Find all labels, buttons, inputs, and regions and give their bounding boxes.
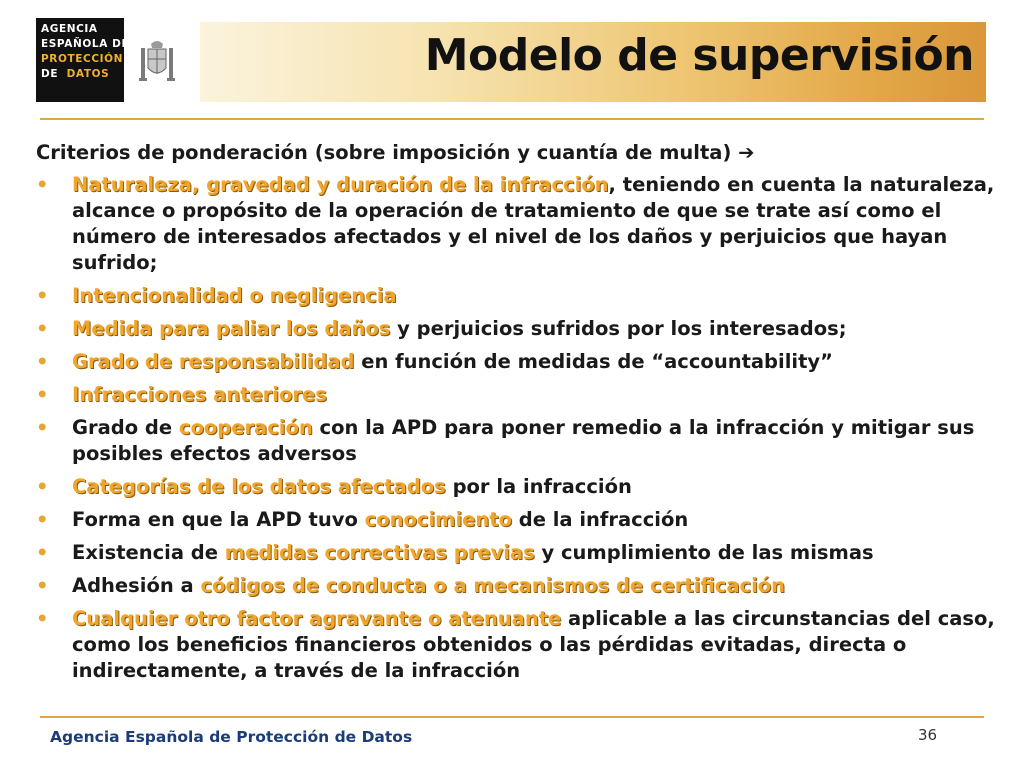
bullet-icon: •: [36, 317, 49, 340]
top-divider: [40, 118, 984, 120]
logo-line-1: AGENCIA: [41, 23, 98, 35]
bullet-icon: •: [36, 574, 49, 597]
criteria-item: [36, 606, 1011, 684]
criteria-item: [36, 507, 1011, 533]
criteria-text: en función de medidas de “accountability”: [354, 350, 833, 373]
intro-text: Criterios de ponderación (sobre imposición y cuantía de multa): [36, 141, 739, 164]
highlighted-term: cooperación: [178, 416, 313, 439]
criteria-text: , teniendo en cuenta la naturaleza, alcance o propósito de la operación de tratamiento de que se trate así como el número de interesados afectados y el nivel de los daños y perjuicios que hayan sufrido;: [72, 173, 995, 274]
bullet-icon: •: [36, 508, 49, 531]
highlighted-term: Infracciones anteriores: [72, 383, 327, 406]
agency-logo: [36, 18, 130, 102]
bullet-icon: •: [36, 350, 49, 373]
logo-word-datos: DATOS: [66, 68, 110, 80]
criteria-text: aplicable a las circunstancias del caso, como los beneficios financieros obtenidos o las pérdidas evitadas, directa o indirectamente, a través de la infracción: [72, 607, 995, 682]
criteria-item: [36, 349, 1011, 375]
bullet-icon: •: [36, 416, 49, 439]
highlighted-term: Cualquier otro factor agravante o atenuante: [72, 607, 562, 630]
bullet-icon: •: [36, 383, 49, 406]
highlighted-term: Categorías de los datos afectados: [72, 475, 446, 498]
criteria-item: [36, 382, 1011, 408]
criteria-item: [36, 573, 1011, 599]
criteria-item: [36, 474, 1011, 500]
page-title: Modelo de supervisión: [424, 30, 974, 81]
highlighted-term: medidas correctivas previas: [224, 541, 535, 564]
coat-of-arms-icon: [137, 38, 177, 86]
page-number: 36: [918, 726, 938, 744]
criteria-item: [36, 316, 1011, 342]
criteria-text: Grado de: [72, 416, 179, 439]
highlighted-term: Grado de responsabilidad: [72, 350, 355, 373]
bullet-icon: •: [36, 607, 49, 630]
footer-organization: Agencia Española de Protección de Datos: [50, 728, 413, 746]
bullet-icon: •: [36, 173, 49, 196]
intro-line: [36, 140, 1011, 166]
criteria-text: con la APD para poner remedio a la infracción y mitigar sus posibles efectos adversos: [72, 416, 975, 465]
bullet-icon: •: [36, 475, 49, 498]
bottom-divider: [40, 716, 984, 718]
highlighted-term: Naturaleza, gravedad y duración de la infracción: [72, 173, 609, 196]
criteria-item: [36, 283, 1011, 309]
bullet-icon: •: [36, 284, 49, 307]
criteria-item: [36, 172, 1011, 276]
highlighted-term: Medida para paliar los daños: [72, 317, 391, 340]
criteria-text: Existencia de: [72, 541, 225, 564]
criteria-list: [36, 172, 1011, 684]
criteria-text: de la infracción: [511, 508, 689, 531]
highlighted-term: conocimiento: [364, 508, 512, 531]
criteria-text: y cumplimiento de las mismas: [534, 541, 874, 564]
criteria-item: [36, 540, 1011, 566]
criteria-text: Adhesión a: [72, 574, 201, 597]
highlighted-term: códigos de conducta o a mecanismos de certificación: [200, 574, 786, 597]
bullet-icon: •: [36, 541, 49, 564]
logo-line-3: PROTECCIÓN: [41, 53, 124, 65]
criteria-text: por la infracción: [445, 475, 632, 498]
highlighted-term: Intencionalidad o negligencia: [72, 284, 397, 307]
criteria-text: y perjuicios sufridos por los interesados;: [390, 317, 847, 340]
slide-body: [36, 140, 1011, 691]
criteria-text: Forma en que la APD tuvo: [72, 508, 365, 531]
criteria-item: [36, 415, 1011, 467]
arrow-right-icon: ➔: [738, 141, 755, 164]
logo-word-de: DE: [41, 68, 59, 80]
logo-line-4: [41, 67, 124, 82]
logo-line-2: ESPAÑOLA DE: [41, 38, 130, 50]
